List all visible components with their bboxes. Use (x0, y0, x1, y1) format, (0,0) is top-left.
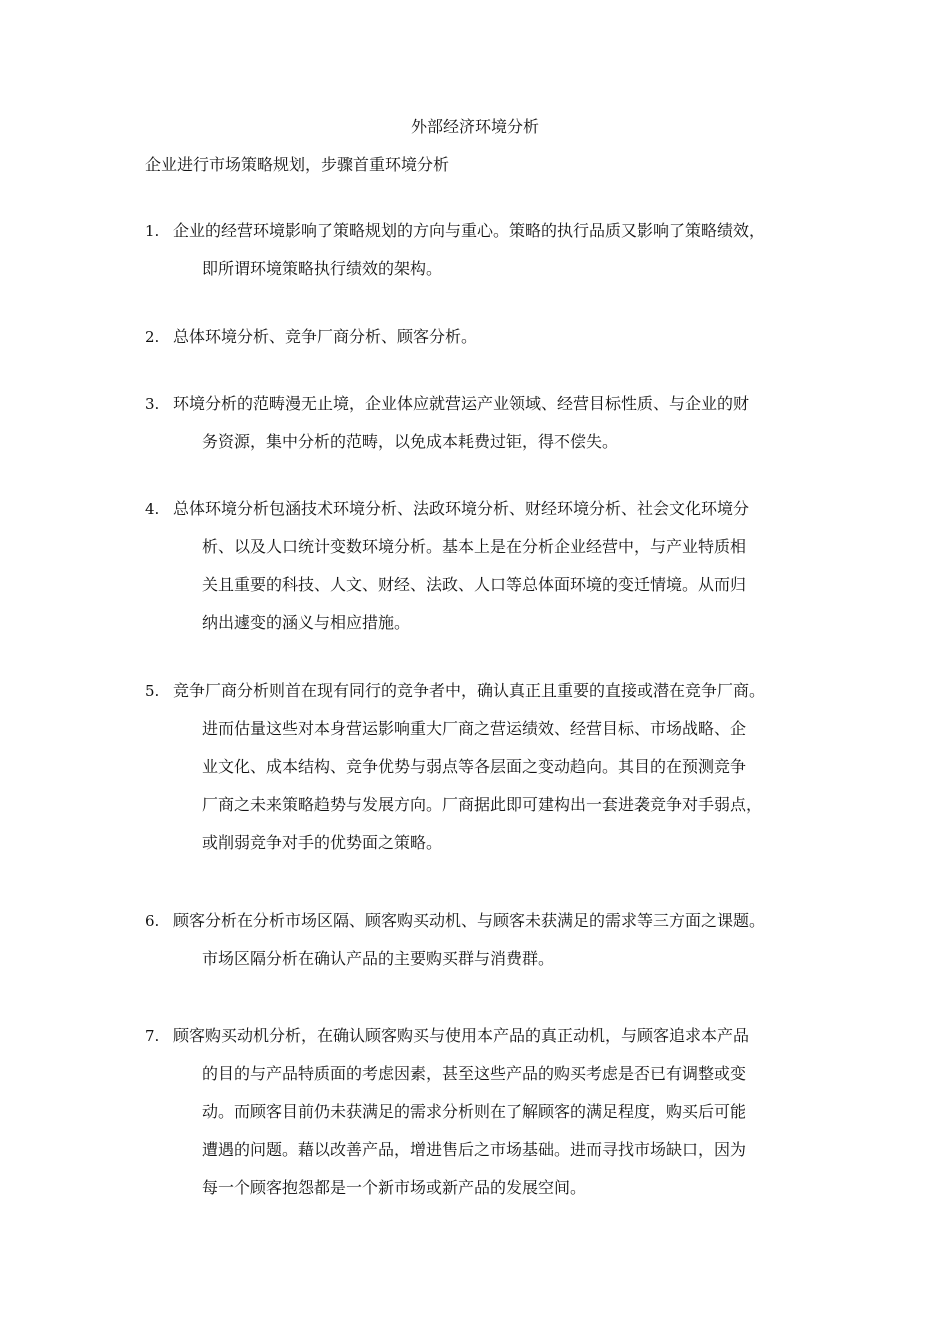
list-item (145, 1017, 795, 1207)
list-item-line: 即所谓环境策略执行绩效的架构。 (202, 259, 443, 278)
list-item-line: 或削弱竞争对手的优势面之策略。 (202, 833, 443, 852)
list-item-line: 顾客分析在分析市场区隔、顾客购买动机、与顾客未获满足的需求等三方面之课题。 (173, 911, 766, 930)
list-item-line: 关且重要的科技、人文、财经、法政、人口等总体面环境的变迁情境。从而归 (202, 575, 747, 594)
list-item-line: 顾客购买动机分析，在确认顾客购买与使用本产品的真正动机，与顾客追求本产品 (173, 1026, 750, 1045)
list-item-line: 市场区隔分析在确认产品的主要购买群与消费群。 (202, 949, 555, 968)
list-item-line: 动。而顾客目前仍未获满足的需求分析则在了解顾客的满足程度，购买后可能 (202, 1102, 747, 1121)
list-item-number: 4. (145, 500, 160, 518)
list-item-number: 1. (145, 222, 160, 240)
list-item (145, 212, 795, 288)
document-title: 外部经济环境分析 (410, 117, 539, 136)
list-item-line: 总体环境分析包涵技术环境分析、法政环境分析、财经环境分析、社会文化环境分 (173, 499, 750, 518)
list-item (145, 902, 795, 978)
list-item-line: 遭遇的问题。藉以改善产品，增进售后之市场基础。进而寻找市场缺口，因为 (202, 1140, 747, 1159)
list-item-line: 环境分析的范畴漫无止境，企业体应就营运产业领域、经营目标性质、与企业的财 (173, 394, 750, 413)
list-item-line: 析、以及人口统计变数环境分析。基本上是在分析企业经营中，与产业特质相 (202, 537, 747, 556)
list-item (145, 385, 795, 461)
list-item-number: 2. (145, 328, 160, 346)
list-item-line: 纳出遽变的涵义与相应措施。 (202, 613, 411, 632)
list-item-number: 5. (145, 682, 160, 700)
list-item-number: 6. (145, 912, 160, 930)
list-item-line: 每一个顾客抱怨都是一个新市场或新产品的发展空间。 (202, 1178, 587, 1197)
list-item-line: 业文化、成本结构、竞争优势与弱点等各层面之变动趋向。其目的在预测竞争 (202, 757, 747, 776)
list-item (145, 672, 795, 862)
intro-paragraph: 企业进行市场策略规划，步骤首重环境分析 (145, 155, 450, 174)
list-item-line: 厂商之未来策略趋势与发展方向。厂商据此即可建构出一套进袭竞争对手弱点， (202, 795, 763, 814)
list-item-line: 竞争厂商分析则首在现有同行的竞争者中，确认真正且重要的直接或潜在竞争厂商。 (173, 681, 766, 700)
list-item-line: 总体环境分析、竞争厂商分析、顾客分析。 (173, 327, 478, 346)
list-item (145, 490, 795, 642)
list-item (145, 318, 795, 356)
list-item-line: 的目的与产品特质面的考虑因素，甚至这些产品的购买考虑是否已有调整或变 (202, 1064, 747, 1083)
list-item-line: 企业的经营环境影响了策略规划的方向与重心。策略的执行品质又影响了策略绩效， (173, 221, 766, 240)
list-item-number: 7. (145, 1027, 160, 1045)
list-item-line: 进而估量这些对本身营运影响重大厂商之营运绩效、经营目标、市场战略、企 (202, 719, 747, 738)
list-item-line: 务资源，集中分析的范畴，以免成本耗费过钜，得不偿失。 (202, 432, 619, 451)
list-item-number: 3. (145, 395, 160, 413)
